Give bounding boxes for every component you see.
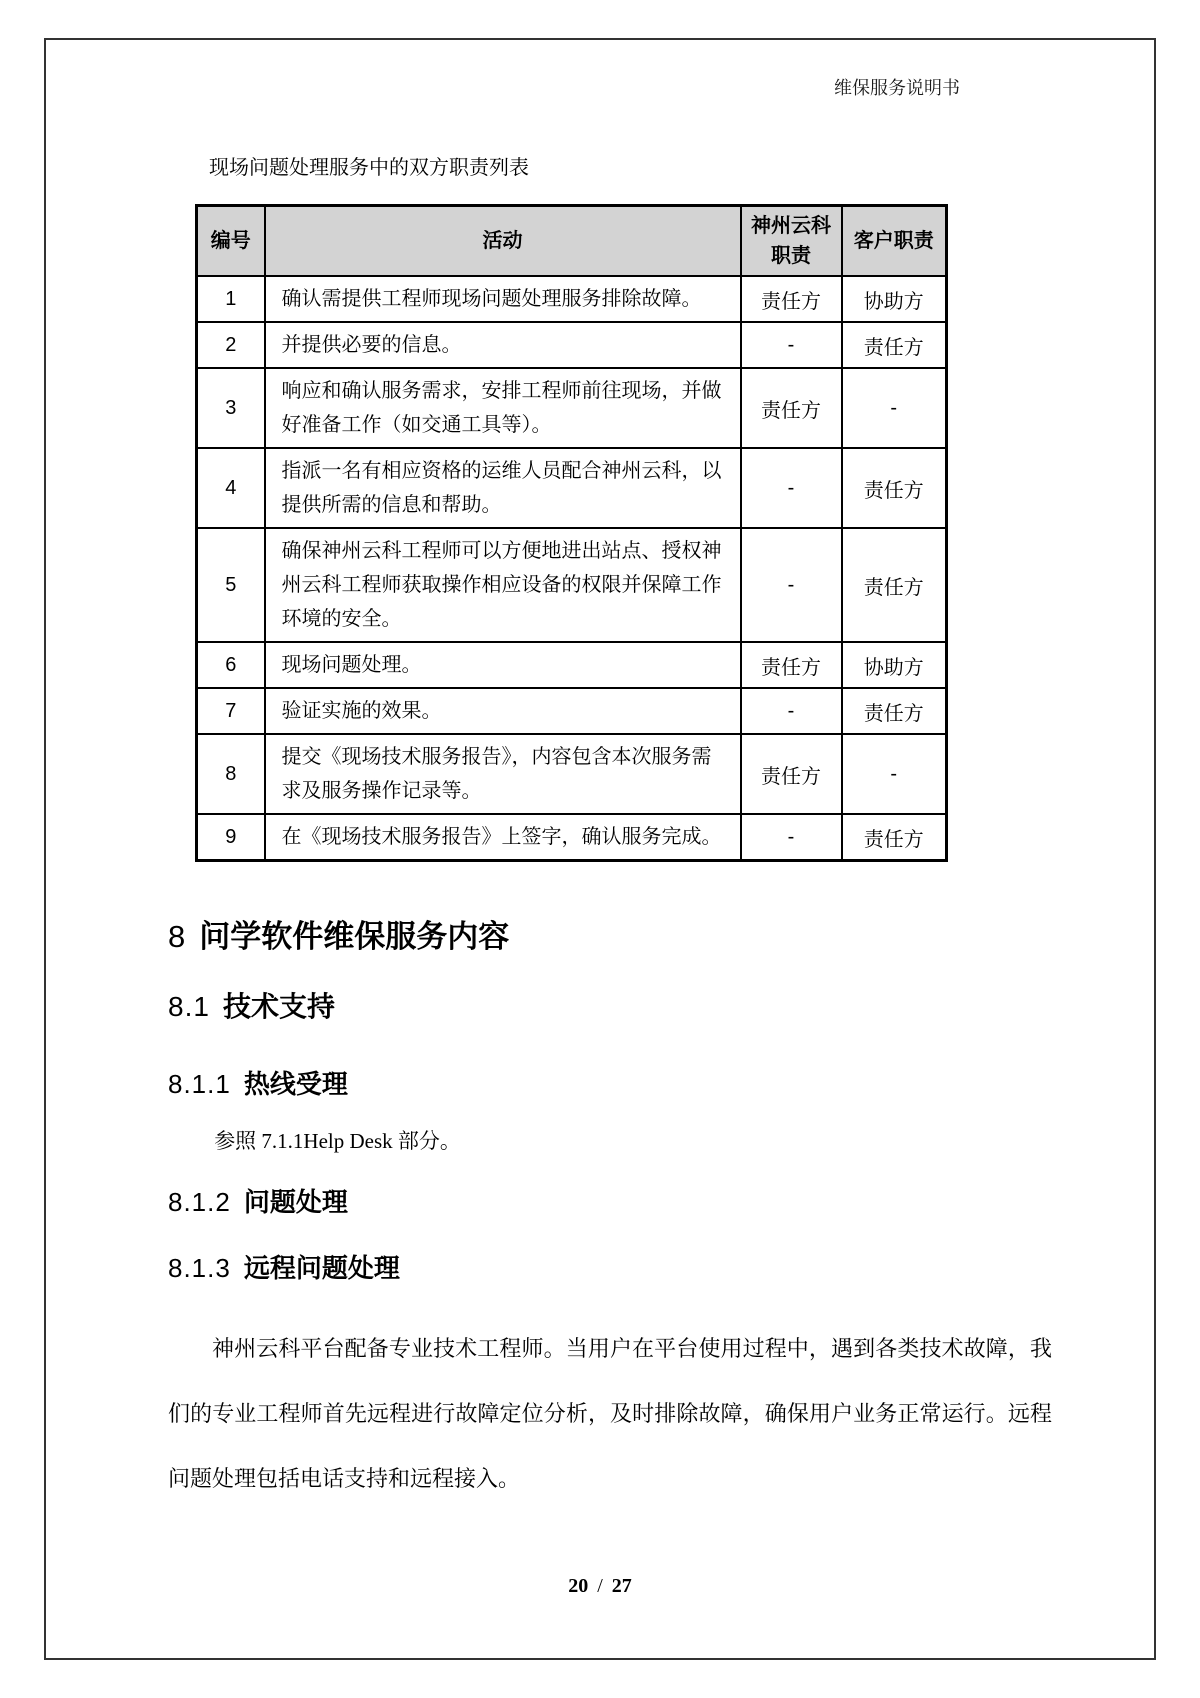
cell-number: 1: [197, 276, 265, 322]
page-number-current: 20: [568, 1575, 589, 1597]
col-header-activity: 活动: [265, 206, 741, 277]
cell-vendor-role: 责任方: [741, 642, 842, 688]
cell-customer-role: 责任方: [842, 322, 947, 368]
cell-activity: 验证实施的效果。: [265, 688, 741, 734]
section-heading-8-1-1: [168, 1066, 1052, 1102]
cell-activity: 提交《现场技术服务报告》，内容包含本次服务需求及服务操作记录等。: [265, 734, 741, 814]
cell-customer-role: 责任方: [842, 448, 947, 528]
page-number-total: 27: [611, 1575, 632, 1597]
cell-customer-role: 责任方: [842, 814, 947, 861]
cell-vendor-role: 责任方: [741, 276, 842, 322]
cell-number: 9: [197, 814, 265, 861]
cell-vendor-role: -: [741, 688, 842, 734]
cell-activity: 在《现场技术服务报告》上签字，确认服务完成。: [265, 814, 741, 861]
cell-customer-role: 协助方: [842, 642, 947, 688]
cell-customer-role: -: [842, 734, 947, 814]
cell-vendor-role: -: [741, 814, 842, 861]
cell-customer-role: 责任方: [842, 528, 947, 642]
body-paragraph: 神州云科平台配备专业技术工程师。当用户在平台使用过程中，遇到各类技术故障，我们的专业工程师首先远程进行故障定位分析，及时排除故障，确保用户业务正常运行。远程问题处理包括电话支持和远程接入。: [168, 1336, 1052, 1491]
table-row: [197, 642, 947, 688]
table-row: [197, 734, 947, 814]
cell-activity: 指派一名有相应资格的运维人员配合神州云科，以提供所需的信息和帮助。: [265, 448, 741, 528]
cell-vendor-role: -: [741, 322, 842, 368]
cell-number: 4: [197, 448, 265, 528]
col-header-customer-role: 客户职责: [842, 206, 947, 277]
cell-number: 7: [197, 688, 265, 734]
cell-customer-role: -: [842, 368, 947, 448]
section-heading-8-1-2: [168, 1184, 1052, 1220]
cell-customer-role: 协助方: [842, 276, 947, 322]
page-border: [44, 38, 1156, 1660]
section-heading-8-1-3: [168, 1250, 1052, 1286]
table-row: [197, 688, 947, 734]
section-number: 8.1.3: [168, 1253, 231, 1283]
cell-number: 3: [197, 368, 265, 448]
section-title: 技术支持: [222, 991, 335, 1022]
section-number: 8: [168, 919, 187, 954]
cell-vendor-role: 责任方: [741, 368, 842, 448]
responsibility-table: [195, 204, 948, 862]
table-caption: 现场问题处理服务中的双方职责列表: [209, 157, 529, 179]
section-title: 问题处理: [243, 1187, 348, 1217]
header-title: 维保服务说明书: [834, 78, 960, 98]
page-header: [168, 76, 960, 100]
cell-number: 2: [197, 322, 265, 368]
table-row: [197, 368, 947, 448]
page-number-separator: /: [597, 1575, 603, 1597]
cell-vendor-role: 责任方: [741, 734, 842, 814]
section-title: 问学软件维保服务内容: [199, 919, 510, 954]
table-row: [197, 528, 947, 642]
col-header-vendor-role: 神州云科职责: [741, 206, 842, 277]
document-page: [46, 40, 1154, 1658]
cell-customer-role: 责任方: [842, 688, 947, 734]
section-number: 8.1: [168, 991, 210, 1022]
table-row: [197, 276, 947, 322]
table-row: [197, 322, 947, 368]
section-title: 热线受理: [243, 1069, 348, 1099]
cell-activity: 现场问题处理。: [265, 642, 741, 688]
cell-activity: 确保神州云科工程师可以方便地进出站点、授权神州云科工程师获取操作相应设备的权限并保障工作环境的安全。: [265, 528, 741, 642]
cell-vendor-role: -: [741, 528, 842, 642]
cell-number: 8: [197, 734, 265, 814]
section-title: 远程问题处理: [243, 1253, 400, 1283]
col-header-number: 编号: [197, 206, 265, 277]
reference-paragraph: 参照 7.1.1Help Desk 部分。: [214, 1129, 461, 1153]
page-footer: [46, 1575, 1154, 1598]
cell-activity: 确认需提供工程师现场问题处理服务排除故障。: [265, 276, 741, 322]
section-number: 8.1.1: [168, 1069, 231, 1099]
table-header-row: [197, 206, 947, 277]
cell-activity: 并提供必要的信息。: [265, 322, 741, 368]
section-heading-8: [168, 916, 1052, 958]
table-row: [197, 814, 947, 861]
section-number: 8.1.2: [168, 1187, 231, 1217]
cell-number: 6: [197, 642, 265, 688]
cell-activity: 响应和确认服务需求，安排工程师前往现场，并做好准备工作（如交通工具等）。: [265, 368, 741, 448]
table-row: [197, 448, 947, 528]
cell-vendor-role: -: [741, 448, 842, 528]
section-heading-8-1: [168, 988, 1052, 1026]
cell-number: 5: [197, 528, 265, 642]
